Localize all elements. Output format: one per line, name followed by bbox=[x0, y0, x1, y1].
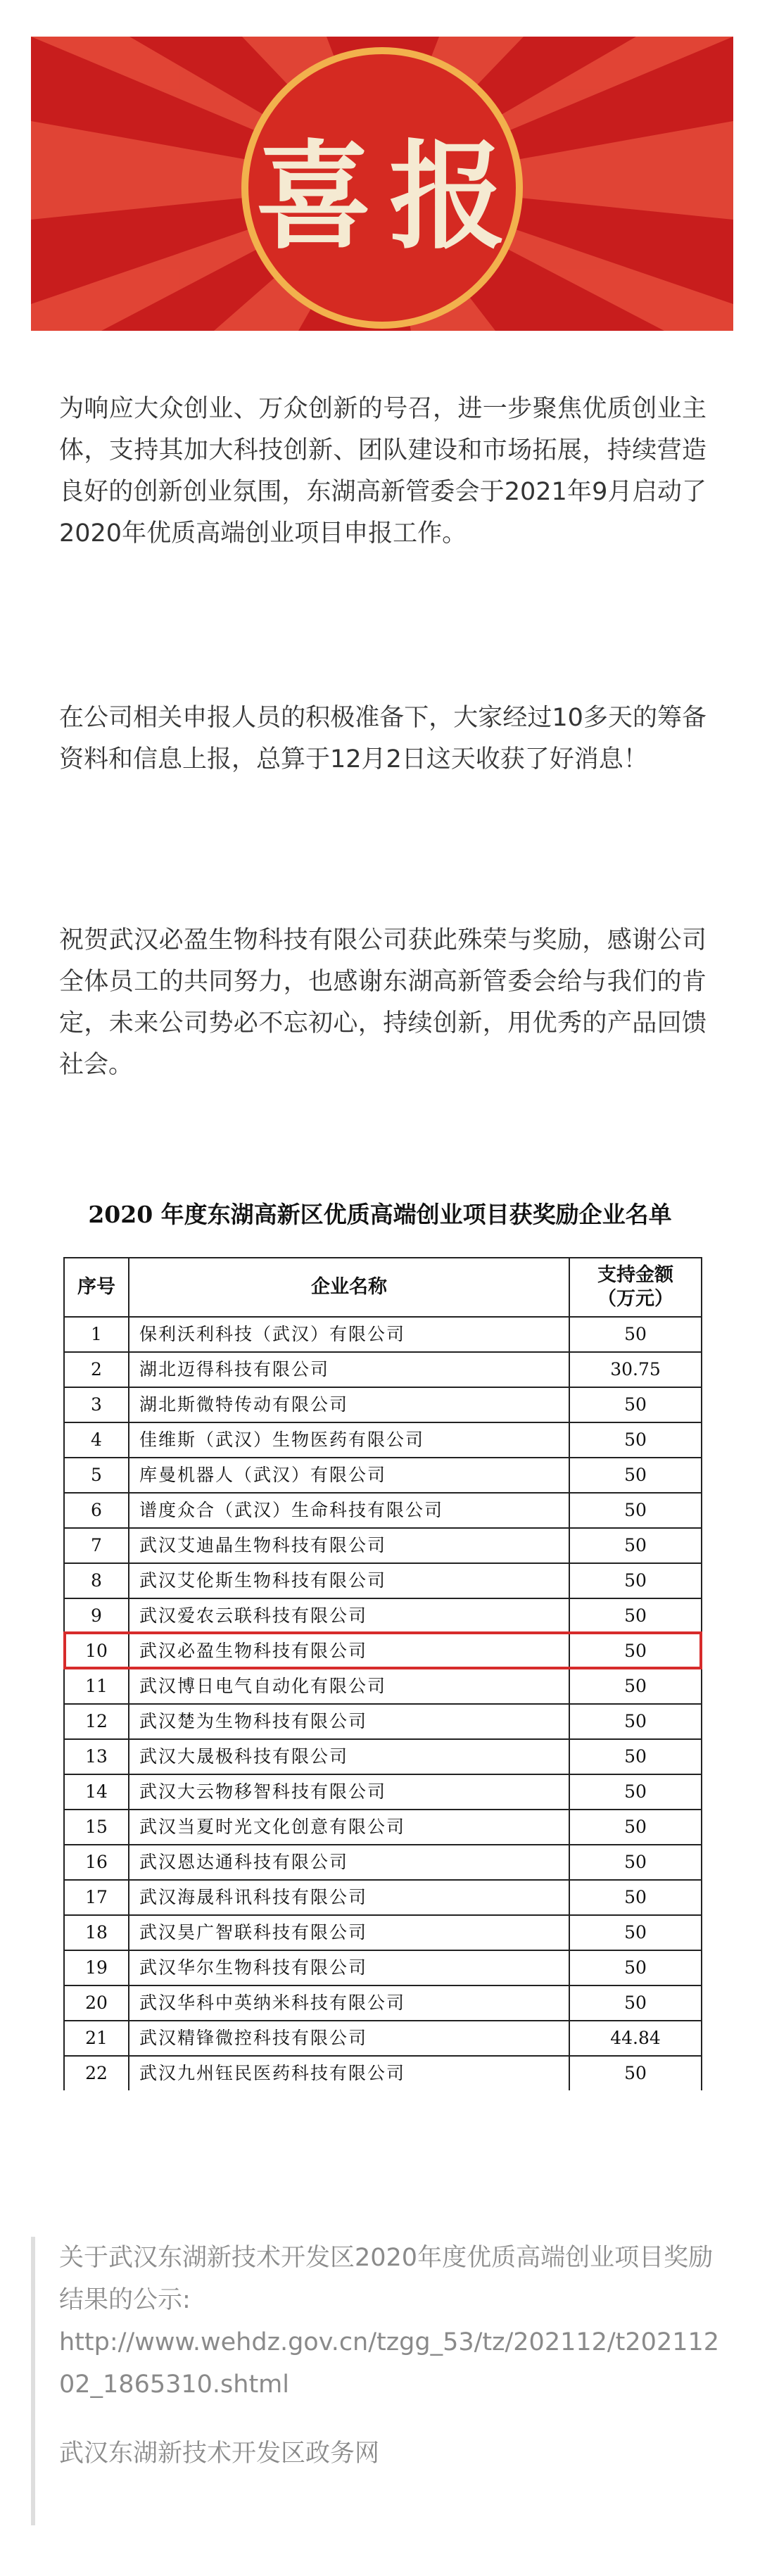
table-row bbox=[64, 1774, 702, 1810]
congrats-paragraph: 祝贺武汉必盈生物科技有限公司获此殊荣与奖励，感谢公司全体员工的共同努力，也感谢东湖高新管委会给与我们的肯定，未来公司势必不忘初心，持续创新，用优秀的产品回馈社会。 bbox=[59, 926, 707, 1079]
table-row bbox=[64, 1387, 702, 1422]
row-amount: 50 bbox=[569, 1985, 702, 2021]
header-company-name: 企业名称 bbox=[129, 1258, 569, 1317]
table-row bbox=[64, 1563, 702, 1598]
table-row bbox=[64, 1810, 702, 1845]
row-amount: 50 bbox=[569, 1317, 702, 1352]
row-amount: 50 bbox=[569, 1493, 702, 1528]
table-row bbox=[64, 1985, 702, 2021]
quote-source: 武汉东湖新技术开发区政务网 bbox=[59, 2439, 380, 2468]
row-company-name: 武汉恩达通科技有限公司 bbox=[129, 1845, 569, 1880]
row-amount: 50 bbox=[569, 1774, 702, 1810]
row-company-name: 武汉九州钰民医药科技有限公司 bbox=[129, 2056, 569, 2090]
banner-char-bao: 报 bbox=[389, 128, 509, 265]
row-amount: 50 bbox=[569, 1422, 702, 1458]
row-amount: 50 bbox=[569, 1669, 702, 1704]
row-company-name: 武汉精锋微控科技有限公司 bbox=[129, 2021, 569, 2056]
row-index: 16 bbox=[64, 1845, 129, 1880]
table-header-row bbox=[64, 1258, 702, 1317]
row-amount: 50 bbox=[569, 1739, 702, 1774]
table-row bbox=[64, 1317, 702, 1352]
news-paragraph: 在公司相关申报人员的积极准备下，大家经过10多天的筹备资料和信息上报，总算于12月2日这天收获了好消息！ bbox=[59, 704, 707, 774]
table-row bbox=[64, 2021, 702, 2056]
row-index: 13 bbox=[64, 1739, 129, 1774]
row-index: 12 bbox=[64, 1704, 129, 1739]
row-index: 2 bbox=[64, 1352, 129, 1387]
row-company-name: 武汉昊广智联科技有限公司 bbox=[129, 1915, 569, 1950]
row-index: 1 bbox=[64, 1317, 129, 1352]
row-company-name: 武汉楚为生物科技有限公司 bbox=[129, 1704, 569, 1739]
row-company-name: 武汉爱农云联科技有限公司 bbox=[129, 1598, 569, 1634]
row-amount: 50 bbox=[569, 1634, 702, 1669]
table-row bbox=[64, 1352, 702, 1387]
row-index: 20 bbox=[64, 1985, 129, 2021]
row-index: 9 bbox=[64, 1598, 129, 1634]
row-index: 21 bbox=[64, 2021, 129, 2056]
row-amount: 50 bbox=[569, 1704, 702, 1739]
row-index: 4 bbox=[64, 1422, 129, 1458]
table-row bbox=[64, 1845, 702, 1880]
row-company-name: 武汉艾伦斯生物科技有限公司 bbox=[129, 1563, 569, 1598]
source-quote-block bbox=[31, 2237, 732, 2525]
quote-text: 关于武汉东湖新技术开发区2020年度优质高端创业项目奖励结果的公示: bbox=[59, 2244, 714, 2314]
row-company-name: 武汉海晟科讯科技有限公司 bbox=[129, 1880, 569, 1915]
row-index: 17 bbox=[64, 1880, 129, 1915]
row-index: 11 bbox=[64, 1669, 129, 1704]
row-amount: 50 bbox=[569, 1563, 702, 1598]
row-company-name: 武汉当夏时光文化创意有限公司 bbox=[129, 1810, 569, 1845]
row-amount: 50 bbox=[569, 1458, 702, 1493]
row-amount: 50 bbox=[569, 1528, 702, 1563]
row-company-name: 湖北斯微特传动有限公司 bbox=[129, 1387, 569, 1422]
table-row bbox=[64, 1880, 702, 1915]
row-amount: 50 bbox=[569, 1950, 702, 1985]
row-amount: 50 bbox=[569, 1810, 702, 1845]
row-amount: 50 bbox=[569, 1598, 702, 1634]
banner-title bbox=[31, 37, 733, 331]
table-row bbox=[64, 1634, 702, 1669]
row-amount: 44.84 bbox=[569, 2021, 702, 2056]
row-index: 3 bbox=[64, 1387, 129, 1422]
table-row bbox=[64, 1915, 702, 1950]
celebration-banner bbox=[31, 37, 733, 331]
table-row bbox=[64, 2056, 702, 2090]
row-amount: 50 bbox=[569, 1387, 702, 1422]
row-index: 15 bbox=[64, 1810, 129, 1845]
intro-paragraph: 为响应大众创业、万众创新的号召，进一步聚焦优质创业主体，支持其加大科技创新、团队建设和市场拓展，持续营造良好的创新创业氛围，东湖高新管委会于2021年9月启动了2020年优质高端创业项目申报工作。 bbox=[59, 395, 707, 548]
row-amount: 50 bbox=[569, 1845, 702, 1880]
row-index: 8 bbox=[64, 1563, 129, 1598]
row-index: 7 bbox=[64, 1528, 129, 1563]
row-amount: 50 bbox=[569, 1915, 702, 1950]
table-row bbox=[64, 1493, 702, 1528]
row-company-name: 库曼机器人（武汉）有限公司 bbox=[129, 1458, 569, 1493]
row-amount: 50 bbox=[569, 2056, 702, 2090]
table-row bbox=[64, 1598, 702, 1634]
row-company-name: 佳维斯（武汉）生物医药有限公司 bbox=[129, 1422, 569, 1458]
header-index: 序号 bbox=[64, 1258, 129, 1317]
row-company-name: 武汉艾迪晶生物科技有限公司 bbox=[129, 1528, 569, 1563]
row-index: 19 bbox=[64, 1950, 129, 1985]
table-row bbox=[64, 1528, 702, 1563]
row-index: 14 bbox=[64, 1774, 129, 1810]
award-table-body bbox=[64, 1317, 702, 2090]
row-amount: 30.75 bbox=[569, 1352, 702, 1387]
row-company-name: 武汉华科中英纳米科技有限公司 bbox=[129, 1985, 569, 2021]
table-row bbox=[64, 1704, 702, 1739]
row-company-name: 湖北迈得科技有限公司 bbox=[129, 1352, 569, 1387]
row-company-name: 保利沃利科技（武汉）有限公司 bbox=[129, 1317, 569, 1352]
header-amount-line1: 支持金额 bbox=[597, 1264, 673, 1286]
row-company-name: 武汉博日电气自动化有限公司 bbox=[129, 1669, 569, 1704]
table-row bbox=[64, 1950, 702, 1985]
award-table-title: 2020 年度东湖高新区优质高端创业项目获奖励企业名单 bbox=[88, 1201, 672, 1228]
row-company-name: 武汉大云物移智科技有限公司 bbox=[129, 1774, 569, 1810]
row-index: 5 bbox=[64, 1458, 129, 1493]
table-row bbox=[64, 1739, 702, 1774]
table-row bbox=[64, 1458, 702, 1493]
header-amount-line2: （万元） bbox=[597, 1288, 673, 1310]
row-amount: 50 bbox=[569, 1880, 702, 1915]
row-index: 22 bbox=[64, 2056, 129, 2090]
table-row bbox=[64, 1669, 702, 1704]
banner-char-xi: 喜 bbox=[255, 128, 375, 265]
header-amount bbox=[569, 1258, 702, 1317]
row-company-name: 武汉大晟极科技有限公司 bbox=[129, 1739, 569, 1774]
row-index: 6 bbox=[64, 1493, 129, 1528]
row-company-name: 武汉必盈生物科技有限公司 bbox=[129, 1634, 569, 1669]
row-index: 18 bbox=[64, 1915, 129, 1950]
quote-url[interactable]: http://www.wehdz.gov.cn/tzgg_53/tz/202112/t20211202_1865310.shtml bbox=[59, 2328, 720, 2399]
row-company-name: 谱度众合（武汉）生命科技有限公司 bbox=[129, 1493, 569, 1528]
award-list-table bbox=[63, 1257, 702, 2090]
table-row bbox=[64, 1422, 702, 1458]
row-index: 10 bbox=[64, 1634, 129, 1669]
row-company-name: 武汉华尔生物科技有限公司 bbox=[129, 1950, 569, 1985]
